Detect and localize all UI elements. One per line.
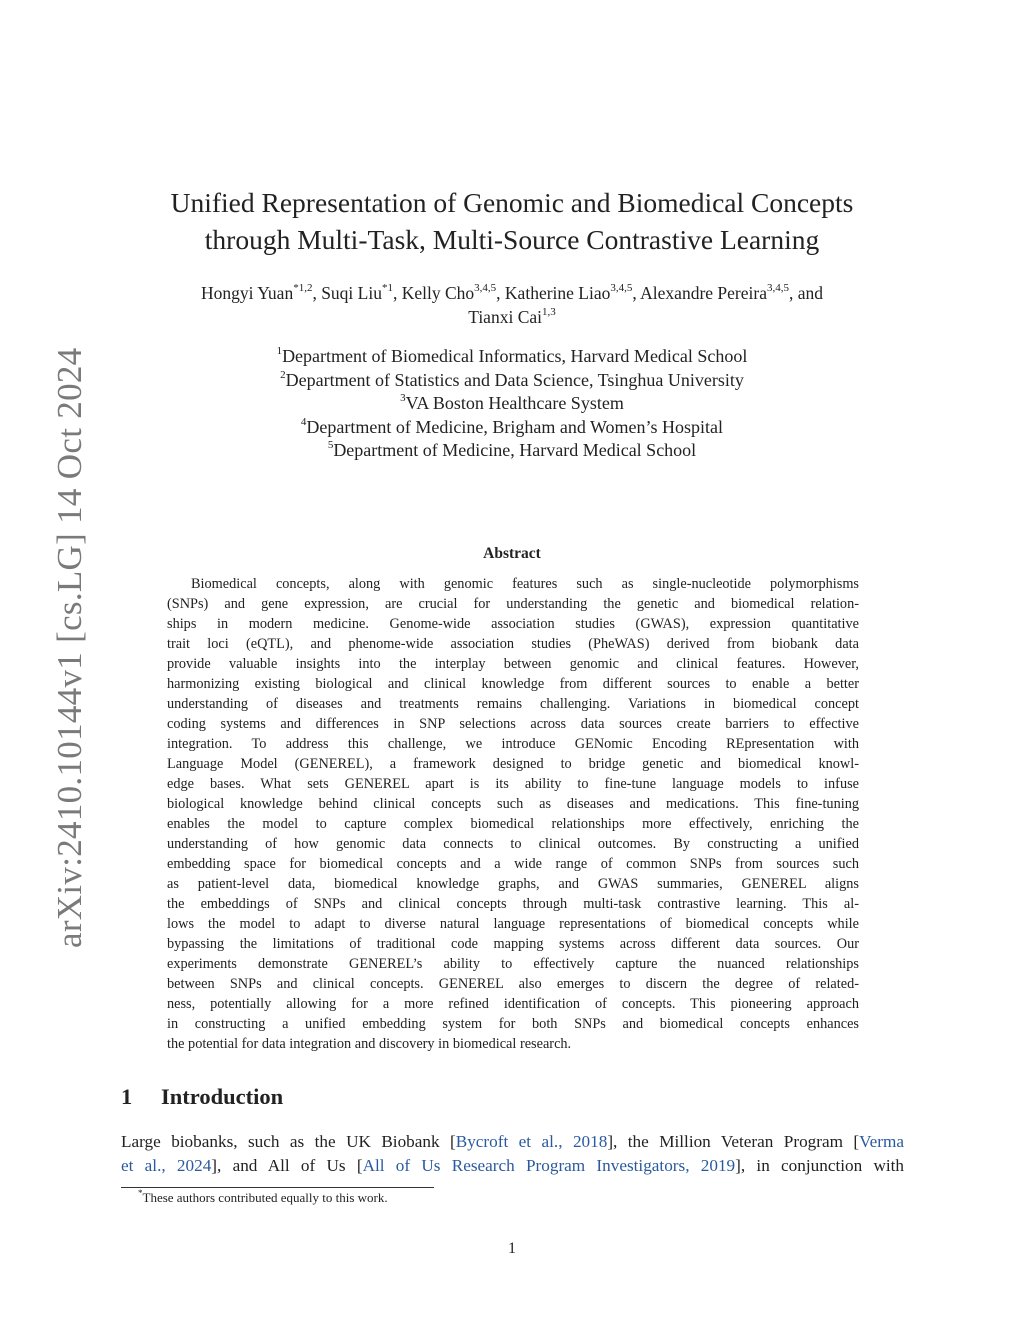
affiliation-item bbox=[112, 439, 912, 463]
abstract-line: harmonizing existing biological and clinical knowledge from different sources to enable a better bbox=[167, 676, 859, 692]
abstract-line: biological knowledge behind clinical concepts such as diseases and medications. This fine-tuning bbox=[167, 796, 859, 812]
author-name: Alexandre Pereira bbox=[640, 283, 767, 303]
citation-link-verma[interactable]: Verma bbox=[859, 1132, 904, 1151]
author-marks: 3,4,5 bbox=[766, 282, 789, 295]
citation-link-all-of-us[interactable]: All of Us Research Program Investigators, 2019 bbox=[362, 1155, 736, 1175]
intro-text: ], and All of Us [ bbox=[211, 1155, 363, 1175]
abstract-line: Language Model (GENEREL), a framework designed to bridge genetic and biomedical knowl- bbox=[167, 756, 859, 772]
abstract-line: bypassing the limitations of traditional code mapping systems across different data sources. Our bbox=[167, 936, 859, 952]
author-separator: , bbox=[312, 283, 322, 303]
author-separator: , bbox=[392, 283, 402, 303]
intro-line-2 bbox=[121, 1154, 904, 1178]
author-marks: *1 bbox=[381, 282, 393, 295]
author-marks: *1,2 bbox=[293, 282, 313, 295]
abstract-body bbox=[167, 574, 859, 1054]
abstract-line: between SNPs and clinical concepts. GENEREL also emerges to discern the degree of related- bbox=[167, 976, 859, 992]
abstract-line: lows the model to adapt to diverse natural language representations of biomedical concepts while bbox=[167, 916, 859, 932]
abstract-line: integration. To address this challenge, we introduce GENomic Encoding REpresentation with bbox=[167, 736, 859, 752]
abstract-line: understanding of how genomic data connects to clinical outcomes. By constructing a unified bbox=[167, 836, 859, 852]
abstract-heading: Abstract bbox=[483, 545, 541, 562]
affiliations bbox=[112, 345, 912, 463]
affiliation-text: VA Boston Healthcare System bbox=[405, 393, 624, 413]
abstract-line: enables the model to capture complex biomedical relationships more effectively, enriching the bbox=[167, 816, 859, 832]
affiliation-number: 3 bbox=[400, 392, 406, 404]
author-marks: 3,4,5 bbox=[610, 282, 633, 295]
intro-text: Large biobanks, such as the UK Biobank [ bbox=[121, 1132, 456, 1151]
title-line-2: through Multi-Task, Multi-Source Contrastive Learning bbox=[204, 224, 820, 255]
citation-link-verma-cont[interactable]: et al., 2024 bbox=[121, 1155, 212, 1175]
intro-line-1 bbox=[121, 1130, 904, 1154]
affiliation-item bbox=[112, 392, 912, 416]
page-number: 1 bbox=[508, 1240, 516, 1257]
author-marks: 3,4,5 bbox=[474, 282, 497, 295]
author-name: Hongyi Yuan bbox=[201, 283, 294, 303]
abstract-line: (SNPs) and gene expression, are crucial for understanding the genetic and biomedical relation- bbox=[167, 596, 859, 612]
intro-text: ], in conjunction with bbox=[735, 1155, 904, 1175]
footnote bbox=[138, 1187, 388, 1206]
affiliation-text: Department of Statistics and Data Science, Tsinghua University bbox=[285, 369, 744, 390]
affiliation-text: Department of Biomedical Informatics, Harvard Medical School bbox=[282, 346, 748, 366]
abstract-line: as patient-level data, biomedical knowledge graphs, and GWAS summaries, GENEREL aligns bbox=[167, 876, 859, 892]
abstract-line: experiments demonstrate GENEREL’s ability to effectively capture the nuanced relationships bbox=[167, 956, 859, 972]
intro-text: ], the Million Veteran Program [ bbox=[607, 1132, 860, 1151]
abstract-line: ness, potentially allowing for a more refined identification of concepts. This pioneering approach bbox=[167, 996, 859, 1012]
section-heading-introduction bbox=[121, 1084, 283, 1110]
author-name: Tianxi Cai bbox=[468, 307, 542, 327]
author-separator: , bbox=[496, 283, 505, 303]
abstract-line: understanding of diseases and treatments remains challenging. Variations in biomedical concept bbox=[167, 696, 859, 712]
author-separator: , and bbox=[788, 283, 823, 303]
abstract-line: in constructing a unified embedding system for both SNPs and biomedical concepts enhances bbox=[167, 1016, 859, 1032]
citation-link-bycroft[interactable]: Bycroft et al., 2018 bbox=[455, 1132, 608, 1151]
footnote-mark: * bbox=[138, 1187, 143, 1198]
author-line-1 bbox=[112, 281, 912, 305]
paper-title bbox=[112, 184, 912, 258]
affiliation-number: 2 bbox=[280, 368, 286, 381]
abstract-line: trait loci (eQTL), and phenome-wide association studies (PheWAS) derived from biobank data bbox=[167, 636, 859, 652]
affiliation-text: Department of Medicine, Harvard Medical School bbox=[333, 440, 697, 460]
affiliation-number: 4 bbox=[300, 415, 307, 428]
abstract-line: edge bases. What sets GENEREL apart is its ability to fine-tune language models to infuse bbox=[167, 776, 859, 792]
author-marks: 1,3 bbox=[542, 306, 556, 319]
author-name: Katherine Liao bbox=[504, 283, 611, 303]
arxiv-identifier-stamp: arXiv:2410.10144v1 [cs.LG] 14 Oct 2024 bbox=[50, 347, 89, 948]
abstract-line: ships in modern medicine. Genome-wide association studies (GWAS), expression quantitative bbox=[167, 616, 859, 632]
abstract-line: coding systems and differences in SNP selections across data sources create barriers to effective bbox=[167, 716, 859, 732]
section-title: Introduction bbox=[161, 1084, 284, 1109]
affiliation-item bbox=[112, 416, 912, 440]
introduction-paragraph bbox=[121, 1130, 904, 1177]
author-line-2 bbox=[112, 305, 912, 329]
abstract-line: provide valuable insights into the interplay between genomic and clinical features. However, bbox=[167, 656, 859, 672]
author-separator: , bbox=[632, 283, 641, 303]
abstract-line: the embeddings of SNPs and clinical concepts through multi-task contrastive learning. This al- bbox=[167, 896, 859, 912]
author-name: Kelly Cho bbox=[401, 283, 475, 303]
author-list bbox=[112, 281, 912, 329]
footnote-text: These authors contributed equally to this work. bbox=[142, 1190, 388, 1205]
abstract-line: embedding space for biomedical concepts and a wide range of common SNPs from sources such bbox=[167, 856, 859, 872]
affiliation-item bbox=[112, 369, 912, 393]
affiliation-item bbox=[112, 345, 912, 369]
footnote-divider bbox=[121, 1187, 434, 1188]
abstract-line: the potential for data integration and discovery in biomedical research. bbox=[167, 1036, 572, 1052]
section-number: 1 bbox=[121, 1084, 133, 1109]
title-line-1: Unified Representation of Genomic and Biomedical Concepts bbox=[170, 187, 854, 218]
affiliation-number: 5 bbox=[327, 439, 334, 451]
affiliation-text: Department of Medicine, Brigham and Women’s Hospital bbox=[306, 416, 724, 437]
affiliation-number: 1 bbox=[276, 345, 283, 357]
author-name: Suqi Liu bbox=[321, 283, 382, 303]
abstract-line: Biomedical concepts, along with genomic features such as single-nucleotide polymorphisms bbox=[191, 576, 859, 592]
